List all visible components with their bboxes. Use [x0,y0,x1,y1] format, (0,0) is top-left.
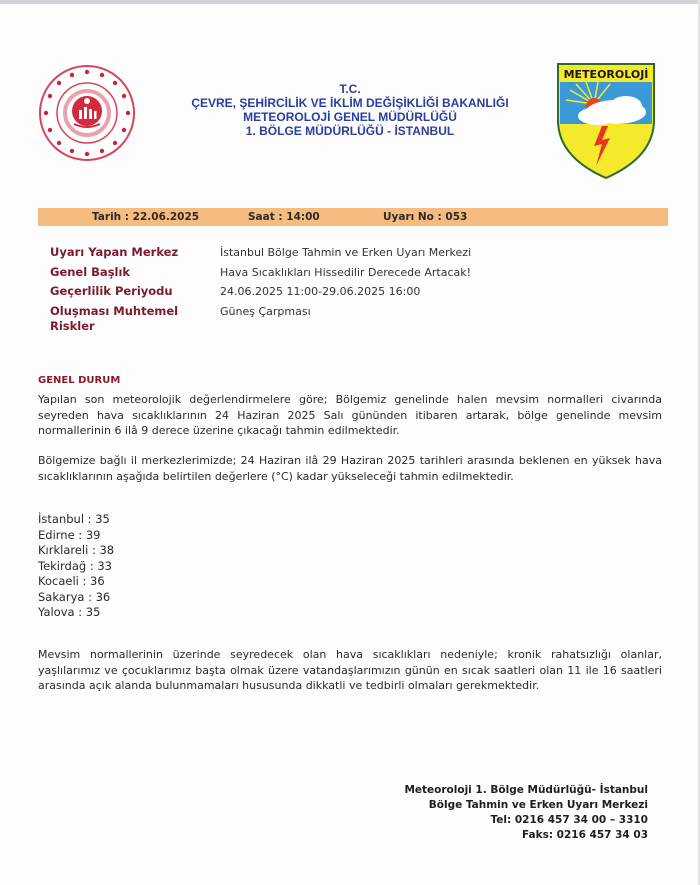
list-item: Yalova : 35 [38,605,101,619]
window-top-border [0,0,700,4]
footer-office: Meteoroloji 1. Bölge Müdürlüğü- İstanbul [404,784,648,796]
signature-block [404,783,648,843]
meta-value: Güneş Çarpması [220,304,311,318]
warning-time: Saat : 14:00 [248,211,320,223]
svg-text:METEOROLOJİ: METEOROLOJİ [563,68,649,81]
paragraph-forecast: Yapılan son meteorolojik değerlendirmelere göre; Bölgemiz genelinde halen mevsim normalleri civarında seyreden hava sıcaklıklarının 24 Haziran 2025 Salı gününden itibaren artarak, bölge genelinde mevsim normallerinin 6 ilâ 9 derece üzerine çıkacağı tahmin edilmektedir. [38,393,662,437]
meta-label: Oluşması Muhtemel Riskler [50,303,179,333]
meta-row-title [50,265,650,285]
list-item: İstanbul : 35 [38,512,110,526]
footer-center: Bölge Tahmin ve Erken Uyarı Merkezi [428,799,648,811]
meta-value: 24.06.2025 11:00-29.06.2025 16:00 [220,285,421,298]
warning-number: Uyarı No : 053 [383,211,468,223]
meta-value: Hava Sıcaklıkları Hissedilir Derecede Artacak! [220,265,472,279]
meta-value: İstanbul Bölge Tahmin ve Erken Uyarı Merkezi [220,246,472,259]
list-item: Kocaeli : 36 [38,574,105,588]
warning-meta-table [50,245,650,336]
list-item: Edirne : 39 [38,527,101,542]
header-region: 1. BÖLGE MÜDÜRLÜĞÜ - İSTANBUL [245,124,455,138]
meta-row-validity [50,284,650,304]
header-tc: T.C. [339,82,361,96]
meta-row-issuer [50,245,650,265]
header-directorate: METEOROLOJİ GENEL MÜDÜRLÜĞÜ [243,110,457,124]
city-temperature-list [38,512,114,621]
ministry-seal-icon [38,64,136,162]
warning-date: Tarih : 22.06.2025 [92,211,200,223]
list-item: Sakarya : 36 [38,589,111,604]
paragraph-advice: Mevsim normallerinin üzerinde seyredecek olan hava sıcaklıkları nedeniyle; kronik rahatsızlığı olanlar, yaşlılarımız ve çocuklarımız başta olmak üzere vatandaşlarımızın günün en sıcak saatleri olan 11 ile 16 saatleri arasında açık alanda bulunmamaları hususunda dikkatli ve tedbirli olmaları gerekmektedir. [38,648,662,692]
paragraph-province-intro: Bölgemize bağlı il merkezlerimizde; 24 Haziran ilâ 29 Haziran 2025 tarihleri arasında beklenen en yüksek hava sıcaklıklarının aşağıda belirtilen değerlere (°C) kadar yükseleceği tahmin edilmektedir. [38,454,662,483]
warning-info-bar [38,208,668,226]
footer-phone: Tel: 0216 457 34 00 – 3310 [490,814,648,826]
meta-label: Genel Başlık [50,264,131,279]
meta-label: Uyarı Yapan Merkez [50,245,179,259]
meta-row-risks [50,304,650,336]
header-ministry: ÇEVRE, ŞEHİRCİLİK VE İKLİM DEĞİŞİKLİĞİ BAKANLIĞI [191,96,509,110]
meteoroloji-shield-icon [556,62,656,180]
section-title-general: GENEL DURUM [38,375,121,386]
meta-label: Geçerlilik Periyodu [50,284,173,298]
footer-fax: Faks: 0216 457 34 03 [521,829,648,841]
document-header [150,82,550,138]
list-item: Kırklareli : 38 [38,543,115,557]
list-item: Tekirdağ : 33 [38,558,112,573]
